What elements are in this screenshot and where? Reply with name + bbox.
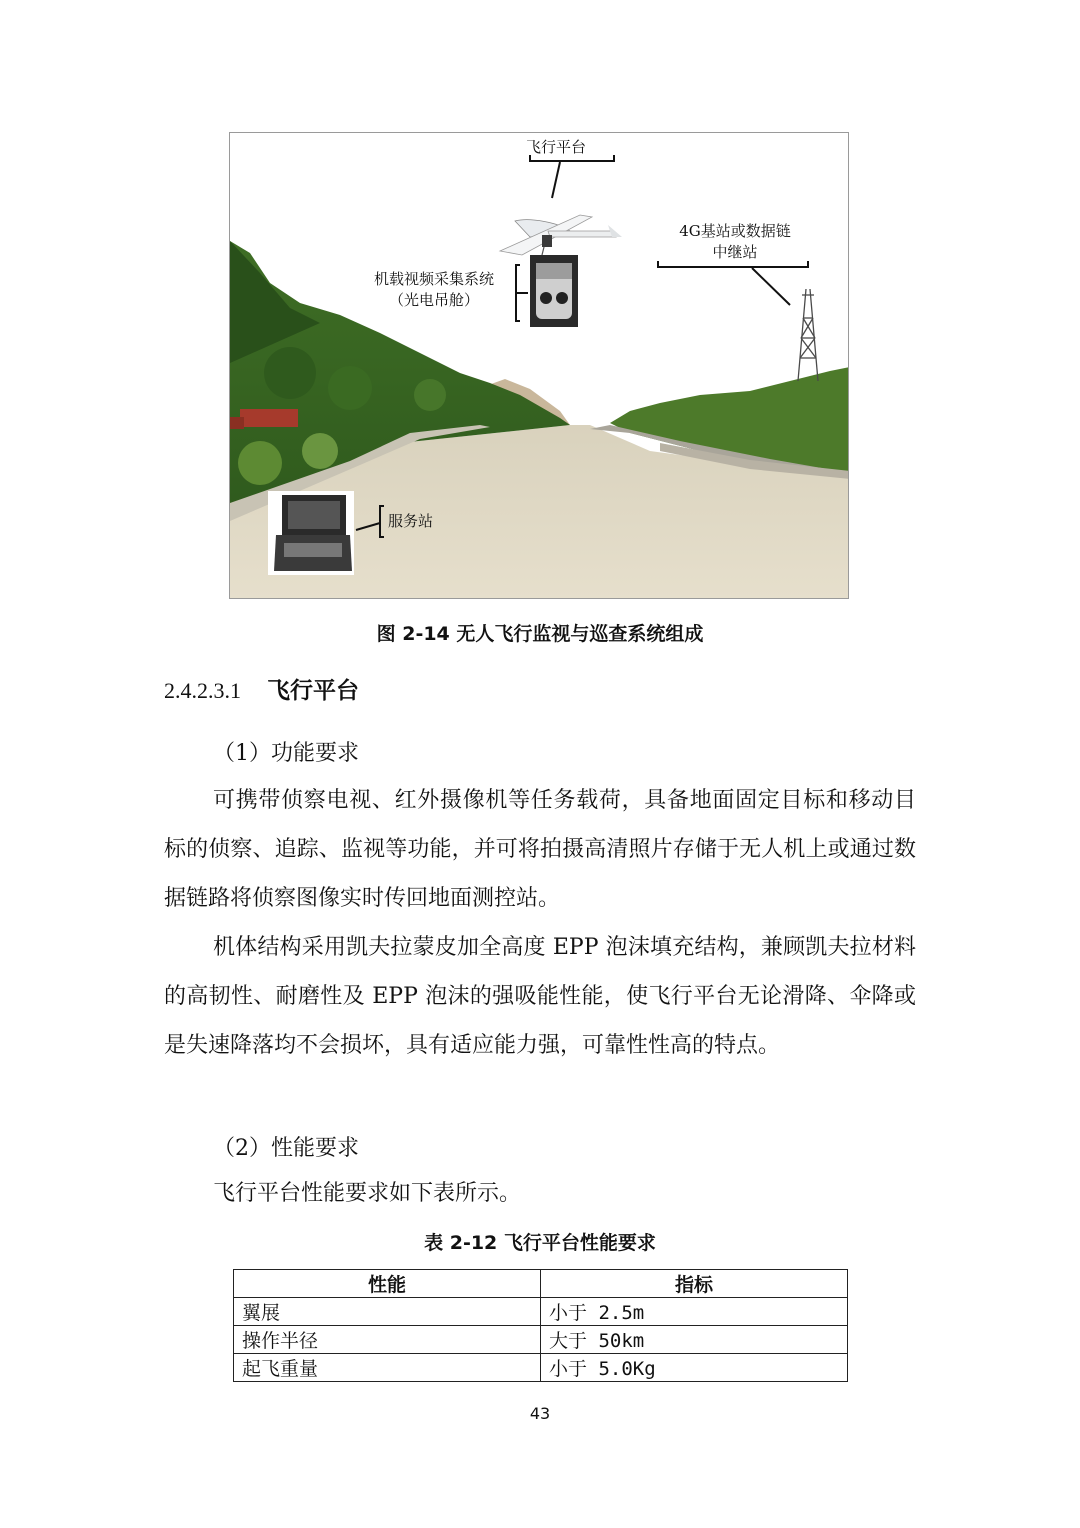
table-cell: 起飞重量	[234, 1354, 541, 1382]
label-base-station-line1: 4G基站或数据链	[679, 222, 791, 240]
table-cell: 大于 50km	[541, 1326, 848, 1354]
paragraph-table-intro: 飞行平台性能要求如下表所示。	[213, 1181, 522, 1206]
label-flight-platform: 飞行平台	[526, 138, 587, 156]
table-caption: 表 2-12 飞行平台性能要求	[424, 1232, 656, 1254]
section-heading	[164, 672, 359, 705]
subheading-function: （1）功能要求	[213, 741, 359, 766]
table-cell: 小于 2.5m	[541, 1298, 848, 1326]
table-cell: 小于 5.0Kg	[541, 1354, 848, 1382]
subheading-performance: （2）性能要求	[213, 1136, 359, 1161]
label-base-station-line2: 中继站	[712, 243, 758, 261]
figure-caption: 图 2-14 无人飞行监视与巡查系统组成	[376, 623, 704, 645]
system-composition-figure	[229, 132, 849, 599]
section-number: 2.4.2.3.1	[164, 678, 241, 703]
table-cell: 操作半径	[234, 1326, 541, 1354]
table-row	[234, 1326, 848, 1354]
page-number: 43	[529, 1404, 551, 1423]
table-row	[234, 1298, 848, 1326]
label-video-system-line2: （光电吊舱）	[388, 291, 479, 309]
label-service-station: 服务站	[388, 512, 434, 530]
paragraph-function: 可携带侦察电视、红外摄像机等任务载荷，具备地面固定目标和移动目标的侦察、追踪、监视等功能，并可将拍摄高清照片存储于无人机上或通过数据链路将侦察图像实时传回地面测控站。	[164, 788, 916, 911]
table-header-row	[234, 1270, 848, 1298]
paragraph-structure: 机体结构采用凯夫拉蒙皮加全高度 EPP 泡沫填充结构，兼顾凯夫拉材料的高韧性、耐磨性及 EPP 泡沫的强吸能性能，使飞行平台无论滑降、伞降或是失速降落均不会损坏，具有适应能力强，可靠性性高的特点。	[164, 935, 916, 1058]
gimbal-photo	[530, 255, 578, 327]
label-video-system-line1: 机载视频采集系统	[373, 270, 494, 288]
label-base-station	[660, 221, 810, 263]
table-header-cell: 指标	[541, 1270, 848, 1298]
label-video-system	[356, 269, 512, 311]
table-header-cell: 性能	[234, 1270, 541, 1298]
table-cell: 翼展	[234, 1298, 541, 1326]
table-row	[234, 1354, 848, 1382]
performance-table	[233, 1269, 848, 1382]
service-station-case-photo	[268, 491, 354, 575]
section-title: 飞行平台	[267, 678, 359, 704]
river-scene-photo	[230, 133, 849, 599]
